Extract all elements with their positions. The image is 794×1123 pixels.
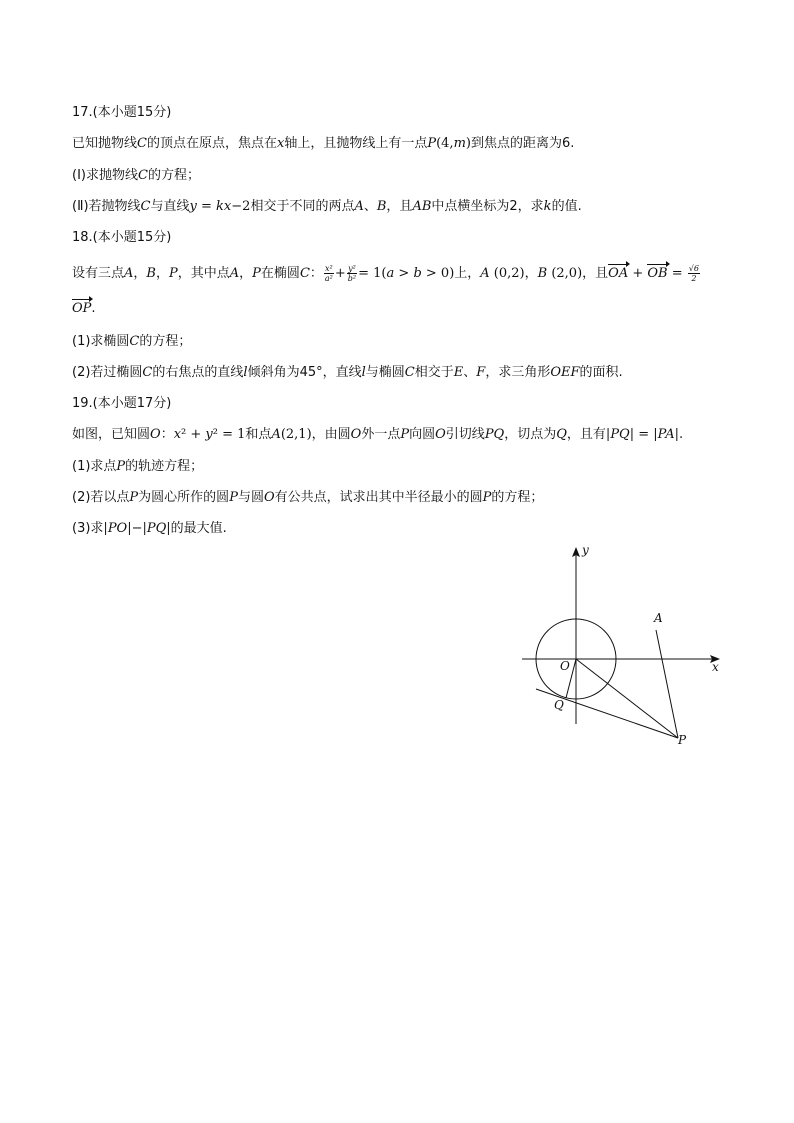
math-symbol: B — [146, 266, 156, 281]
math-text: ² = 1 — [212, 427, 246, 442]
math-symbol: P — [129, 490, 139, 505]
fraction-numerator: y² — [348, 264, 356, 273]
q19-part2 — [72, 489, 543, 507]
text-run: 倾斜角为45°，直线 — [247, 365, 362, 380]
math-text: ) — [465, 136, 471, 151]
math-symbol: A — [354, 199, 364, 214]
math-symbol: P — [400, 427, 410, 442]
text-run: 有公共点，试求出其中半径最小的圆 — [274, 490, 483, 505]
text-run: 轴上，且抛物线上有一点 — [284, 136, 428, 151]
text-run: ，且有 — [566, 427, 606, 442]
fraction-numerator: x² — [325, 264, 333, 273]
math-symbol: A — [480, 266, 490, 281]
text-run: 的顶点在原点，焦点在 — [146, 136, 277, 151]
fraction-denominator: b² — [347, 274, 357, 283]
tangent-line-pq — [536, 689, 678, 738]
text-run: 与圆 — [237, 490, 264, 505]
text-run: 引切线 — [445, 427, 485, 442]
text-run: 上， — [454, 266, 481, 281]
math-symbol: y — [205, 427, 213, 442]
fraction — [688, 264, 700, 283]
q19-part3 — [72, 520, 227, 538]
math-symbol: k — [543, 199, 552, 214]
text-run: 已知抛物线 — [72, 136, 138, 151]
q17-stem — [72, 135, 574, 153]
q19-part1 — [72, 458, 203, 476]
math-symbol: A — [271, 427, 281, 442]
math-symbol: C — [299, 266, 310, 281]
text-run: ，由圆 — [311, 427, 351, 442]
text-run: (1)求椭圆 — [72, 334, 130, 349]
q19-figure — [514, 538, 734, 758]
math-symbol: C — [142, 365, 153, 380]
math-text: (0,2) — [489, 266, 525, 281]
q17-header: 17.(本小题15分) — [72, 105, 172, 120]
label-y: y — [582, 543, 589, 557]
q18-stem — [72, 264, 701, 283]
math-text: −2 — [231, 199, 251, 214]
fraction-denominator: 2 — [691, 274, 697, 283]
math-symbol: C — [140, 199, 151, 214]
math-text: | — [166, 521, 171, 536]
text-run: ， — [239, 266, 253, 281]
segment-ap — [656, 630, 678, 738]
q18-stem-continued — [72, 300, 96, 318]
text-run: 、 — [363, 199, 377, 214]
label-q: Q — [554, 698, 564, 712]
text-run: 的方程； — [491, 490, 544, 505]
fraction-denominator: a² — [324, 274, 333, 283]
math-text: = 1( — [358, 266, 387, 281]
math-symbol: C — [137, 168, 148, 183]
text-run: 为圆心所作的圆 — [138, 490, 230, 505]
text-run: ，其中点 — [177, 266, 230, 281]
text-run: ， — [524, 266, 538, 281]
q19-stem — [72, 426, 683, 444]
text-run: 设有三点 — [72, 266, 125, 281]
vector-symbol: OB — [647, 266, 668, 281]
math-symbol: O — [435, 427, 446, 442]
math-symbol: PQ — [484, 427, 505, 442]
math-symbol: A — [229, 266, 240, 281]
text-run: 和点 — [245, 427, 272, 442]
math-text: (4, — [436, 136, 454, 151]
math-text: + — [628, 266, 648, 281]
math-text: ² + — [181, 427, 206, 442]
math-symbol: O — [350, 427, 362, 442]
math-symbol: P — [229, 490, 238, 505]
text-run: 在椭圆 — [260, 266, 300, 281]
text-run: 向圆 — [409, 427, 436, 442]
fraction — [347, 264, 357, 283]
text-run: (2)若以点 — [72, 490, 130, 505]
text-run: (3)求 — [72, 521, 104, 536]
text-run: ， — [133, 266, 147, 281]
math-symbol: Q — [556, 427, 567, 442]
math-symbol: m — [453, 136, 466, 151]
math-symbol: B — [376, 199, 387, 214]
text-run: 如图，已知圆 — [72, 427, 151, 442]
q19-header: 19.(本小题17分) — [72, 396, 172, 411]
math-symbol: y — [189, 199, 197, 214]
math-symbol: B — [537, 266, 548, 281]
math-text: + — [334, 266, 346, 281]
math-symbol: x — [276, 136, 285, 151]
math-text: |−| — [127, 521, 147, 536]
text-run: 相交于 — [414, 365, 454, 380]
text-run: 的值. — [551, 199, 582, 214]
q17-part1 — [72, 167, 200, 185]
q18-part1 — [72, 333, 191, 351]
math-symbol: x — [173, 427, 182, 442]
text-run: (1)求点 — [72, 459, 117, 474]
math-text: (2,0) — [547, 266, 583, 281]
math-text: | = | — [629, 427, 658, 442]
text-run: ，且 — [386, 199, 413, 214]
math-text: | — [605, 427, 611, 442]
math-symbol: O — [263, 490, 275, 505]
math-symbol: C — [137, 136, 147, 151]
text-run: 中点横坐标为2，求 — [431, 199, 544, 214]
math-symbol: PQ — [146, 521, 167, 536]
text-run: 的方程； — [147, 168, 200, 183]
math-symbol: AB — [412, 199, 432, 214]
text-run: ，切点为 — [504, 427, 557, 442]
q18-header: 18.(本小题15分) — [72, 230, 172, 245]
text-run: (2)若过椭圆 — [72, 365, 143, 380]
text-run: (Ⅱ)若抛物线 — [72, 199, 141, 214]
math-symbol: P — [169, 266, 178, 281]
math-text: = — [667, 266, 687, 281]
text-run: 外一点 — [361, 427, 401, 442]
text-run: ， — [155, 266, 169, 281]
text-run: 与椭圆 — [365, 365, 405, 380]
math-symbol: A — [124, 266, 134, 281]
text-run: 相交于不同的两点 — [250, 199, 355, 214]
math-symbol: PO — [107, 521, 128, 536]
math-symbol: a — [386, 266, 395, 281]
label-o: O — [560, 659, 570, 673]
vector-symbol: OP — [72, 301, 92, 316]
text-run: 的最大值. — [170, 521, 227, 536]
text-run: (Ⅰ)求抛物线 — [72, 168, 138, 183]
math-symbol: P — [252, 266, 261, 281]
text-run: ： — [160, 427, 174, 442]
text-run: 的面积. — [579, 365, 623, 380]
label-a: A — [654, 611, 663, 625]
vector-symbol: OA — [608, 266, 629, 281]
math-symbol: PA — [657, 427, 675, 442]
text-run: 的方程； — [139, 334, 192, 349]
math-symbol: l — [361, 365, 366, 380]
segment-op — [576, 659, 678, 738]
math-symbol: E — [453, 365, 464, 380]
math-text: = — [196, 199, 217, 214]
text-run: ： — [309, 266, 323, 281]
q17-part2 — [72, 198, 582, 216]
math-text: |. — [674, 427, 684, 442]
text-run: 的轨迹方程； — [125, 459, 204, 474]
math-symbol: OEF — [550, 365, 580, 380]
math-symbol: P — [482, 490, 492, 505]
math-symbol: O — [150, 427, 161, 442]
math-text: | — [103, 521, 108, 536]
q18-part2 — [72, 364, 623, 382]
text-run: 、 — [463, 365, 477, 380]
text-run: . — [91, 301, 96, 316]
math-symbol: C — [129, 334, 140, 349]
text-run: 到焦点的距离为6. — [470, 136, 575, 151]
label-x: x — [712, 660, 719, 674]
fraction-numerator: √6 — [688, 264, 699, 273]
text-run: ，且 — [582, 266, 609, 281]
math-symbol: b — [413, 266, 422, 281]
fraction — [324, 264, 334, 283]
text-run: ，求三角形 — [485, 365, 551, 380]
math-symbol: PQ — [610, 427, 630, 442]
math-text: > 0) — [421, 266, 455, 281]
text-run: 与直线 — [150, 199, 190, 214]
math-text: > — [394, 266, 414, 281]
label-p: P — [678, 733, 687, 747]
math-symbol: P — [116, 459, 126, 474]
math-symbol: kx — [216, 199, 232, 214]
math-symbol: F — [476, 365, 486, 380]
math-text: (2,1) — [280, 427, 312, 442]
math-symbol: l — [243, 365, 248, 380]
text-run: 的右焦点的直线 — [152, 365, 244, 380]
math-symbol: P — [427, 136, 437, 151]
math-symbol: C — [404, 365, 415, 380]
